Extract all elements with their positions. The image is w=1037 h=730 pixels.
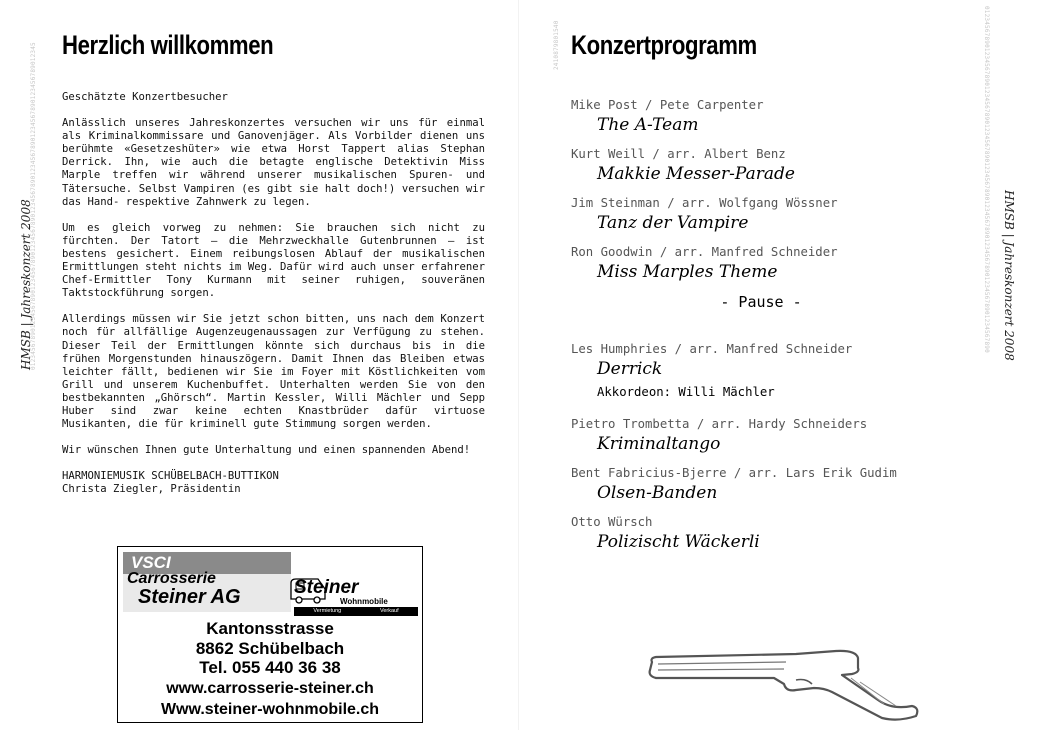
ad-brand-sub: Wohnmobile: [340, 597, 388, 606]
letter-paragraph: Wir wünschen Ihnen gute Unterhaltung und einen spannenden Abend!: [62, 444, 471, 457]
ad-brand: Steiner: [294, 577, 359, 598]
signature-org: HARMONIEMUSIK SCHÜBELBACH-BUTTIKON: [62, 470, 279, 483]
program-title: Olsen-Banden: [597, 483, 718, 503]
program-title: The A-Team: [597, 115, 699, 135]
salutation: Geschätzte Konzertbesucher: [62, 91, 228, 103]
program-composer: Ron Goodwin / arr. Manfred Schneider: [571, 245, 838, 259]
program-item: [571, 244, 931, 284]
signature-name: Christa Ziegler, Präsidentin: [62, 483, 241, 496]
program-title: Makkie Messer-Parade: [597, 164, 795, 184]
letter-paragraph: Um es gleich vorweg zu nehmen: Sie brauchen sich nicht zu fürchten. Der Tatort – die Mehrzweckhalle Gutenbrunnen – ist bestens gesichert. Einem reibungslosen Ablauf der musikalischen Ermittlungen steht nichts im Weg. Dafür wird auch unser erfahrener Chef-Ermittler Tony Kurmann mit seiner ruhigen, souveränen Taktstockführung sorgen.: [62, 221, 485, 300]
program-title: Tanz der Vampire: [597, 213, 749, 233]
program-title: Miss Marples Theme: [597, 262, 778, 282]
program-heading: Konzertprogramm: [571, 30, 757, 60]
ad-city: 8862 Schübelbach: [195, 639, 345, 658]
welcome-letter: [62, 91, 485, 496]
ad-website-1: www.carrosserie-steiner.ch: [166, 680, 374, 697]
program-item: [571, 341, 931, 400]
letter-paragraph: Anlässlich unseres Jahreskonzertes versuchen wir uns für einmal als Kriminalkommissare und Ganovenjäger. Als Vorbilder dienen uns berühmte «Gesetzeshüter» wie etwa Horst Tappert alias Stephan Derrick. Ihn, wie auch die betagte englische Detektivin Miss Marple treffen wir während unserer musikalischen Spuren- und Tätersuche. Selbst Vampiren (es gibt sie halt doch!) versuchen wir das Hand- respektive Zahnwerk zu legen.: [62, 117, 485, 208]
program-item: [571, 416, 931, 456]
welcome-heading: Herzlich willkommen: [62, 30, 274, 60]
program-composer: Les Humphries / arr. Manfred Schneider: [571, 342, 853, 356]
program-item: [571, 465, 931, 505]
program-composer: Otto Würsch: [571, 515, 653, 529]
program-item: [571, 514, 931, 554]
program-composer: Jim Steinman / arr. Wolfgang Wössner: [571, 196, 838, 210]
program-title: Polizischt Wäckerli: [597, 532, 760, 552]
program-composer: Mike Post / Pete Carpenter: [571, 98, 764, 112]
serial-number-middle: 2410879801540: [553, 20, 560, 70]
side-label-right: HMSB | Jahreskonzert 2008: [1002, 190, 1016, 361]
ad-company-line2: Steiner AG: [138, 586, 241, 608]
ad-brand-tag: Vermietung: [313, 608, 342, 614]
ad-website-2: Www.steiner-wohnmobile.ch: [160, 701, 380, 718]
serial-number-left: 01234567890123456789012345678901234567890123456789012345678901234567890123456789012345: [30, 42, 37, 370]
serial-number-right: 0123456789012345678901234567890123456789012345678901234567890123456789012345678901234567890: [983, 6, 990, 353]
program-soloist: Akkordeon: Willi Mächler: [597, 385, 775, 399]
ad-company-name: [124, 571, 292, 607]
program-composer: Bent Fabricius-Bjerre / arr. Lars Erik Gudim: [571, 466, 897, 480]
program-item: [571, 146, 931, 186]
side-label-left: HMSB | Jahreskonzert 2008: [19, 199, 33, 370]
program-composer: Kurt Weill / arr. Albert Benz: [571, 147, 786, 161]
program-title: Kriminaltango: [597, 434, 721, 454]
program-item: [571, 195, 931, 235]
ad-street: Kantonsstrasse: [206, 619, 334, 638]
sponsor-ad: [117, 546, 423, 723]
program-composer: Pietro Trombetta / arr. Hardy Schneiders: [571, 417, 868, 431]
program-item: [571, 97, 931, 137]
letter-paragraph: Allerdings müssen wir Sie jetzt schon bitten, uns nach dem Konzert noch für allfällige Augenzeugenaussagen zur Verfügung zu stehen. Dieser Teil der Ermittlungen könnte sich durchaus bis in die frühen Morgenstunden hinauszögern. Damit Ihnen das Bleiben etwas leichter fällt, bedienen wir Sie im Foyer mit Köstlichkeiten vom Grill und unserem Kuchenbuffet. Unterhalten werden Sie von den bestbekannten „Ghörsch“. Martin Kessler, Willi Mächler und Sepp Huber sind zwar keine echten Knastbrüder dafür virtuose Musikanten, die für kriminell gute Stimmung sorgen werden.: [62, 313, 485, 431]
page-divider: [518, 0, 519, 730]
pistol-icon: [646, 648, 922, 722]
program-list: [571, 97, 931, 563]
ad-company-line1: Carrosserie: [127, 570, 216, 587]
ad-vsci-badge: VSCI: [123, 552, 291, 574]
program-title: Derrick: [597, 359, 663, 379]
pause-marker: - Pause -: [720, 293, 802, 311]
ad-brand-tags: [294, 607, 418, 616]
ad-phone: Tel. 055 440 36 38: [199, 658, 341, 677]
ad-brand-tag: Verkauf: [379, 608, 399, 614]
